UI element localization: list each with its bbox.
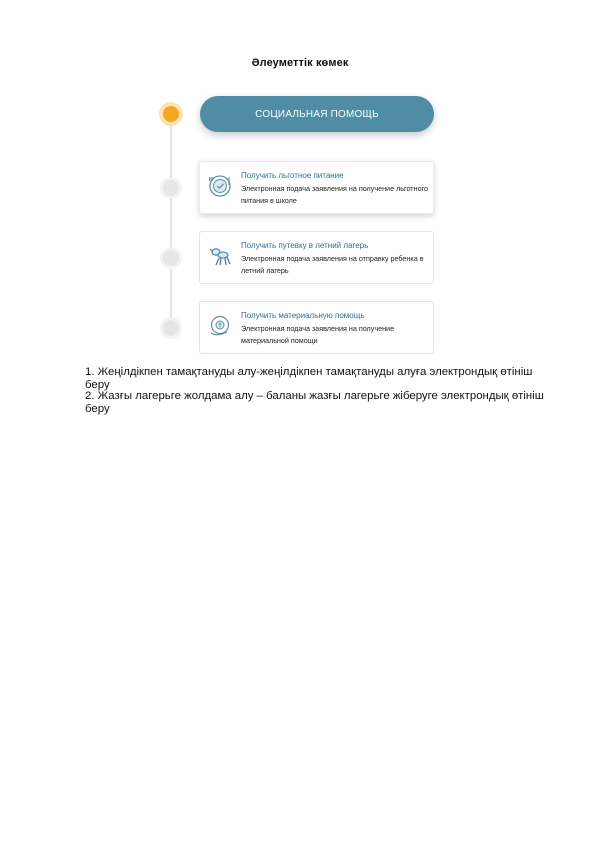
balloon-animal-icon xyxy=(207,243,233,269)
card-description: Электронная подача заявления на получение материальной помощи xyxy=(241,324,395,345)
timeline-line xyxy=(170,114,172,330)
timeline-dot-3 xyxy=(163,320,179,336)
service-card-material[interactable] xyxy=(199,301,434,354)
service-card-meal[interactable] xyxy=(199,161,434,214)
timeline-dot-2 xyxy=(163,250,179,266)
card-title: Получить материальную помощь xyxy=(241,311,365,320)
food-plate-icon xyxy=(207,173,233,199)
card-title: Получить льготное питание xyxy=(241,171,344,180)
timeline-dot-1 xyxy=(163,180,179,196)
paragraph-1: 1. Жеңілдікпен тамақтануды алу-жеңілдікпен тамақтануды алуға электрондық өтініш беру xyxy=(85,366,533,391)
service-card-camp[interactable] xyxy=(199,231,434,284)
card-title: Получить путевку в летний лагерь xyxy=(241,241,369,250)
card-description: Электронная подача заявления на отправку ребенка в летний лагерь xyxy=(241,254,424,275)
social-help-button[interactable]: СОЦИАЛЬНАЯ ПОМОЩЬ xyxy=(200,96,434,132)
coin-hand-icon xyxy=(207,313,233,339)
card-description: Электронная подача заявления на получение льготного питания в школе xyxy=(241,184,429,205)
document-title: Әлеуметтік көмек xyxy=(251,57,349,69)
timeline-dot-active xyxy=(163,106,179,122)
paragraph-2: 2. Жазғы лагерьге жолдама алу – баланы жазғы лагерьге жіберуге электрондық өтініш беру xyxy=(85,390,544,415)
